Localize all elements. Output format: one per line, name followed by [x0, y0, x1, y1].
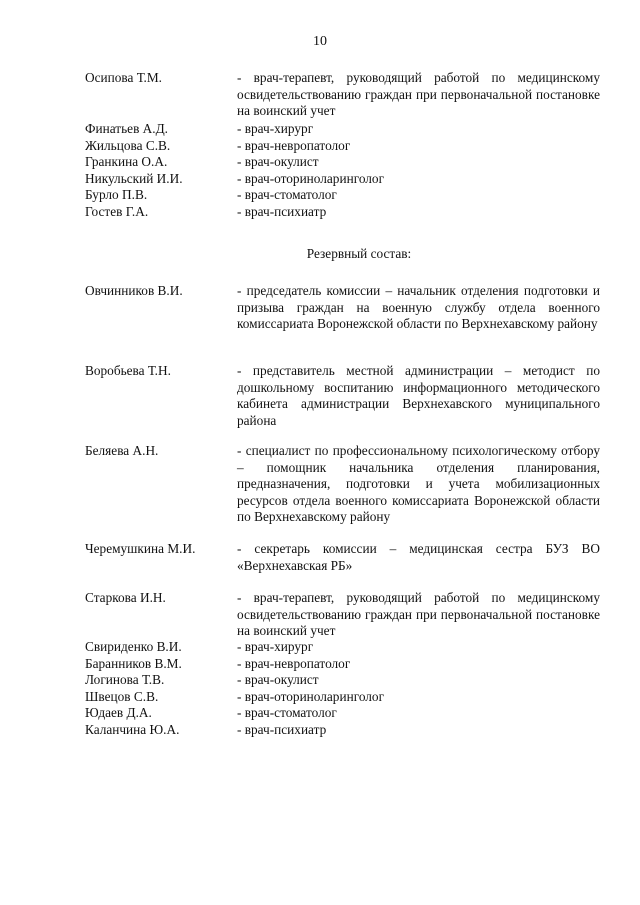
member-name: Гостев Г.А.	[85, 203, 149, 219]
member-role: - врач-хирург	[237, 639, 314, 654]
member-role: - врач-оториноларинголог	[237, 688, 385, 704]
member-name: Баранников В.М.	[85, 655, 182, 671]
member-name: Беляева А.Н.	[85, 443, 159, 458]
member-role: - врач-окулист	[237, 672, 319, 687]
member-role: - представитель местной администрации – методист по дошкольному воспитанию информационного методического кабинета администрации Верхнехавского муниципального района	[237, 363, 600, 428]
member-role: - врач-психиатр	[237, 203, 327, 219]
member-name: Воробьева Т.Н.	[85, 363, 171, 378]
member-name: Осипова Т.М.	[85, 70, 162, 85]
member-role: - врач-невропатолог	[237, 655, 351, 671]
member-role: - врач-психиатр	[237, 721, 327, 737]
member-name: Гранкина О.А.	[85, 154, 168, 169]
reserve-section-title: Резервный состав:	[306, 246, 412, 261]
member-name: Свириденко В.И.	[85, 639, 182, 654]
member-role: - врач-терапевт, руководящий работой по медицинскому освидетельствованию граждан при первоначальной постановке на воинский учет	[237, 590, 600, 638]
member-role: - секретарь комиссии – медицинская сестра БУЗ ВО «Верхнехавская РБ»	[237, 541, 600, 573]
member-name: Логинова Т.В.	[85, 672, 165, 687]
member-role: - председатель комиссии – начальник отделения подготовки и призыва граждан на военную службу отдела военного комиссариата Воронежской области по Верхнехавскому району	[237, 283, 600, 331]
member-name: Старкова И.Н.	[85, 590, 166, 605]
member-role: - врач-окулист	[237, 154, 319, 169]
member-role: - специалист по профессиональному психологическому отбору – помощник начальника отделения планирования, предназначения, подготовки и учета мобилизационных ресурсов отдела военного комиссариата Воронежской области по Верхнехавскому району	[237, 443, 600, 524]
member-name: Юдаев Д.А.	[85, 705, 152, 720]
page-number: 10	[313, 34, 327, 49]
member-name: Жильцова С.В.	[85, 137, 171, 153]
member-role: - врач-стоматолог	[237, 187, 337, 202]
member-name: Черемушкина М.И.	[85, 541, 196, 556]
member-role: - врач-оториноларинголог	[237, 170, 385, 186]
member-name: Швецов С.В.	[85, 688, 159, 704]
member-name: Никульский И.И.	[85, 170, 183, 186]
member-name: Бурло П.В.	[85, 187, 148, 202]
member-name: Финатьев А.Д.	[85, 121, 168, 136]
member-name: Овчинников В.И.	[85, 283, 183, 298]
member-role: - врач-невропатолог	[237, 137, 351, 153]
member-role: - врач-хирург	[237, 121, 314, 136]
member-role: - врач-терапевт, руководящий работой по медицинскому освидетельствованию граждан при первоначальной постановке на воинский учет	[237, 70, 600, 118]
member-name: Каланчина Ю.А.	[85, 721, 180, 737]
member-role: - врач-стоматолог	[237, 705, 337, 720]
